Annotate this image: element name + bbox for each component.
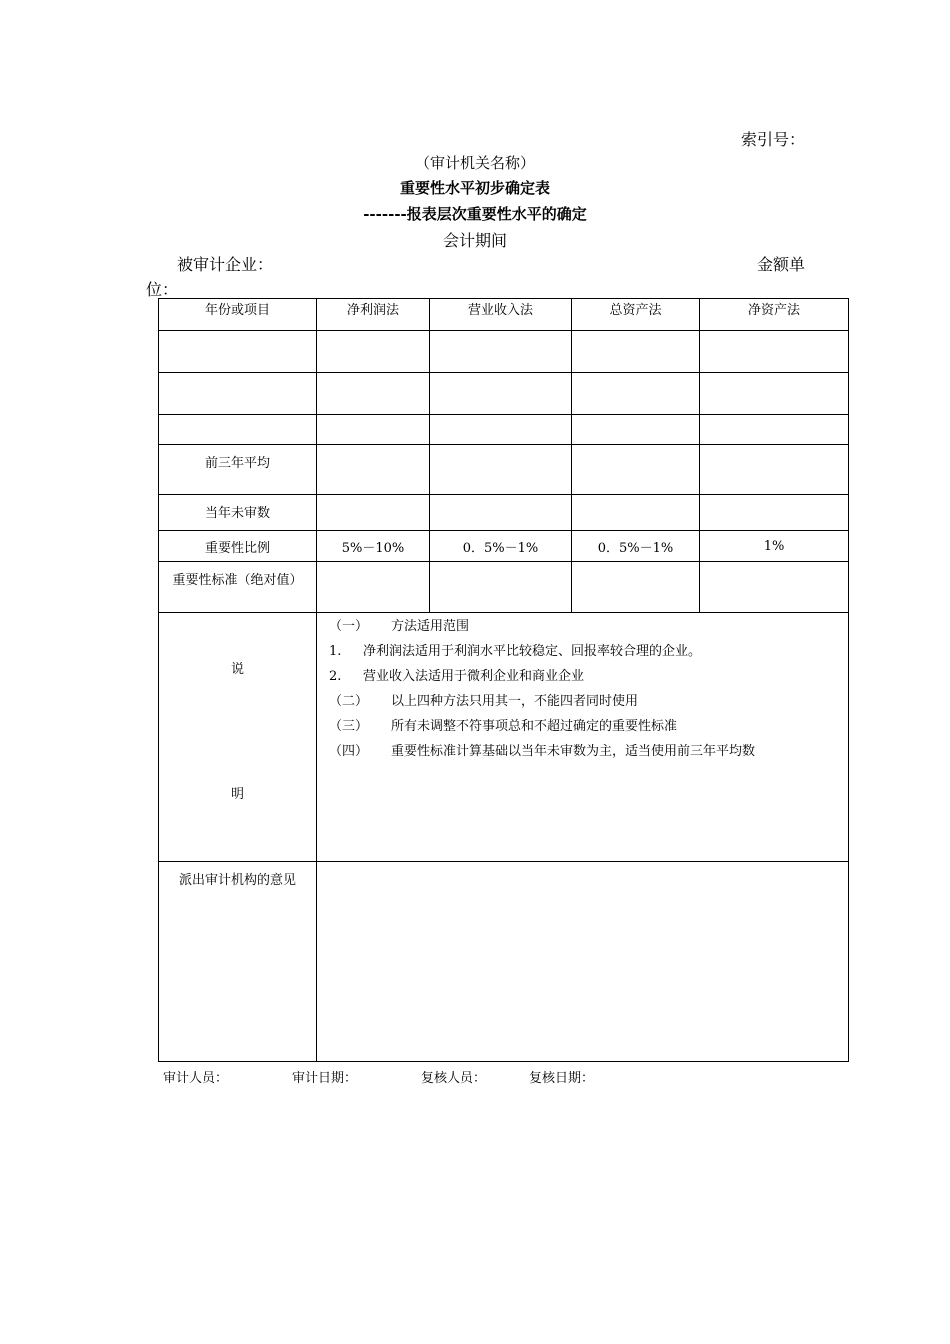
value-cell[interactable] <box>317 445 430 495</box>
materiality-table <box>158 298 849 1062</box>
ratio-cell: 5%－10% <box>317 531 430 562</box>
value-cell[interactable] <box>317 331 430 373</box>
explanation-label-1: 说 <box>230 662 244 677</box>
value-cell[interactable] <box>317 415 430 445</box>
value-cell[interactable] <box>430 415 572 445</box>
opinion-label: 派出审计机构的意见 <box>178 873 296 888</box>
value-cell[interactable] <box>700 415 849 445</box>
note-line: 2. 营业收入法适用于微利企业和商业企业 <box>329 669 585 684</box>
column-header: 总资产法 <box>572 299 700 331</box>
row-label: 前三年平均 <box>204 456 270 471</box>
opinion-label-cell <box>159 862 317 1062</box>
opinion-row <box>159 862 849 1062</box>
row-label: 重要性比例 <box>159 531 317 562</box>
value-cell[interactable] <box>572 373 700 415</box>
table-row <box>159 495 849 531</box>
column-header: 年份或项目 <box>159 299 317 331</box>
reviewer-label: 复核人员： <box>421 1071 487 1086</box>
value-cell[interactable] <box>430 331 572 373</box>
explanation-label-cell <box>159 613 317 862</box>
value-cell[interactable] <box>700 495 849 531</box>
table-row <box>159 331 849 373</box>
value-cell[interactable] <box>572 415 700 445</box>
amount-unit-label: 金额单 <box>757 255 806 274</box>
ratio-cell: 0．5%－1% <box>430 531 572 562</box>
explanation-row <box>159 613 849 862</box>
note-line: （四） 重要性标准计算基础以当年未审数为主，适当使用前三年平均数 <box>329 744 756 759</box>
table-row <box>159 445 849 495</box>
value-cell[interactable] <box>317 373 430 415</box>
note-line: （一） 方法适用范围 <box>329 619 470 634</box>
opinion-input-cell[interactable] <box>317 862 849 1062</box>
table-row <box>159 415 849 445</box>
value-cell[interactable] <box>572 562 700 613</box>
audit-date-label: 审计日期： <box>292 1071 358 1086</box>
value-cell[interactable] <box>700 373 849 415</box>
value-cell[interactable] <box>572 445 700 495</box>
value-cell[interactable] <box>430 495 572 531</box>
row-label-cell <box>159 495 317 531</box>
audit-agency-name: （审计机关名称） <box>414 154 535 172</box>
note-line: 1. 净利润法适用于利润水平比较稳定、回报率较合理的企业。 <box>329 644 702 659</box>
table-row <box>159 531 849 562</box>
table-header-row <box>159 299 849 331</box>
value-cell[interactable] <box>430 562 572 613</box>
value-cell[interactable] <box>572 495 700 531</box>
row-label-cell <box>159 445 317 495</box>
page-subtitle: -------报表层次重要性水平的确定 <box>363 205 587 223</box>
value-cell[interactable] <box>700 331 849 373</box>
value-cell[interactable] <box>700 562 849 613</box>
accounting-period-label: 会计期间 <box>442 231 507 250</box>
column-header: 净利润法 <box>317 299 430 331</box>
ratio-cell: 0．5%－1% <box>572 531 700 562</box>
row-label: 重要性标准（绝对值） <box>172 573 303 588</box>
row-label-cell <box>159 562 317 613</box>
value-cell[interactable] <box>572 331 700 373</box>
audited-entity-label: 被审计企业： <box>177 255 274 274</box>
note-line: （二） 以上四种方法只用其一，不能四者同时使用 <box>329 694 639 709</box>
note-line: （三） 所有未调整不符事项总和不超过确定的重要性标准 <box>329 719 678 734</box>
review-date-label: 复核日期： <box>529 1071 595 1086</box>
table-row <box>159 373 849 415</box>
page-title: 重要性水平初步确定表 <box>399 179 550 197</box>
signature-footer <box>163 1067 594 1086</box>
ratio-cell: 1% <box>700 531 849 562</box>
value-cell[interactable] <box>430 445 572 495</box>
explanation-label-2: 明 <box>230 787 244 802</box>
value-cell[interactable] <box>317 562 430 613</box>
column-header: 营业收入法 <box>430 299 572 331</box>
value-cell[interactable] <box>317 495 430 531</box>
value-cell[interactable] <box>430 373 572 415</box>
column-header: 净资产法 <box>700 299 849 331</box>
row-label-cell[interactable] <box>159 331 317 373</box>
row-label-cell[interactable] <box>159 373 317 415</box>
explanation-notes <box>317 613 849 862</box>
row-label-cell[interactable] <box>159 415 317 445</box>
amount-unit-label-continued: 位： <box>146 280 179 299</box>
auditor-label: 审计人员： <box>163 1071 229 1086</box>
value-cell[interactable] <box>700 445 849 495</box>
index-number-label: 索引号： <box>741 130 806 149</box>
table-row <box>159 562 849 613</box>
row-label: 当年未审数 <box>204 506 270 521</box>
